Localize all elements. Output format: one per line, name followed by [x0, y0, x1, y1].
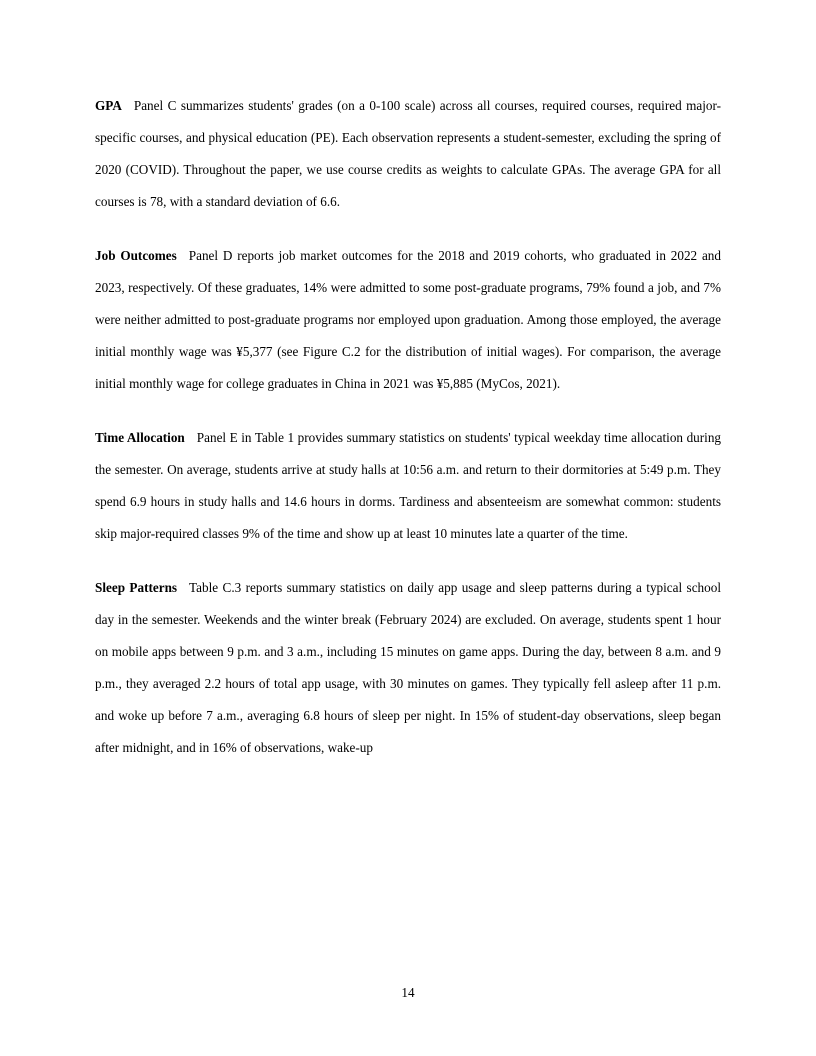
paragraph-sleep-patterns — [95, 572, 721, 764]
paragraph-lead-sleep-patterns: Sleep Patterns — [95, 580, 178, 595]
paragraph-lead-time-allocation: Time Allocation — [95, 430, 185, 445]
page-number: 14 — [401, 985, 415, 1000]
paragraph-time-allocation — [95, 422, 721, 550]
paragraph-text-time-allocation: Panel E in Table 1 provides summary statistics on students' typical weekday time allocation during the semester. On average, students arrive at study halls at 10:56 a.m. and return to their dormitories at 5:49 p.m. They spend 6.9 hours in study halls and 14.6 hours in dorms. Tardiness and absenteeism are somewhat common: students skip major-required classes 9% of the time and show up at least 10 minutes late a quarter of the time. — [95, 430, 722, 541]
paragraph-text-job-outcomes: Panel D reports job market outcomes for the 2018 and 2019 cohorts, who graduated in 2022 and 2023, respectively. Of these graduates, 14% were admitted to some post-graduate programs, 79% found a job, and 7% were neither admitted to post-graduate programs nor employed upon graduation. Among those employed, the average initial monthly wage was ¥5,377 (see Figure C.2 for the distribution of initial wages). For comparison, the average initial monthly wage for college graduates in China in 2021 was ¥5,885 (MyCos, 2021). — [95, 248, 721, 391]
paragraph-lead-job-outcomes: Job Outcomes — [95, 248, 177, 263]
paragraph-gpa — [95, 90, 721, 218]
paragraph-job-outcomes — [95, 240, 721, 400]
paragraph-text-sleep-patterns: Table C.3 reports summary statistics on daily app usage and sleep patterns during a typical school day in the semester. Weekends and the winter break (February 2024) are excluded. On average, students spent 1 hour on mobile apps between 9 p.m. and 3 a.m., including 15 minutes on game apps. During the day, between 8 a.m. and 9 p.m., they averaged 2.2 hours of total app usage, with 30 minutes on games. They typically fell asleep after 11 p.m. and woke up before 7 a.m., averaging 6.8 hours of sleep per night. In 15% of student-day observations, sleep began after midnight, and in 16% of observations, wake-up — [95, 580, 721, 755]
page-body — [95, 90, 721, 764]
paragraph-text-gpa: Panel C summarizes students' grades (on a 0-100 scale) across all courses, required courses, required major-specific courses, and physical education (PE). Each observation represents a student-semester, excluding the spring of 2020 (COVID). Throughout the paper, we use course credits as weights to calculate GPAs. The average GPA for all courses is 78, with a standard deviation of 6.6. — [95, 98, 721, 209]
paragraph-lead-gpa: GPA — [95, 98, 122, 113]
